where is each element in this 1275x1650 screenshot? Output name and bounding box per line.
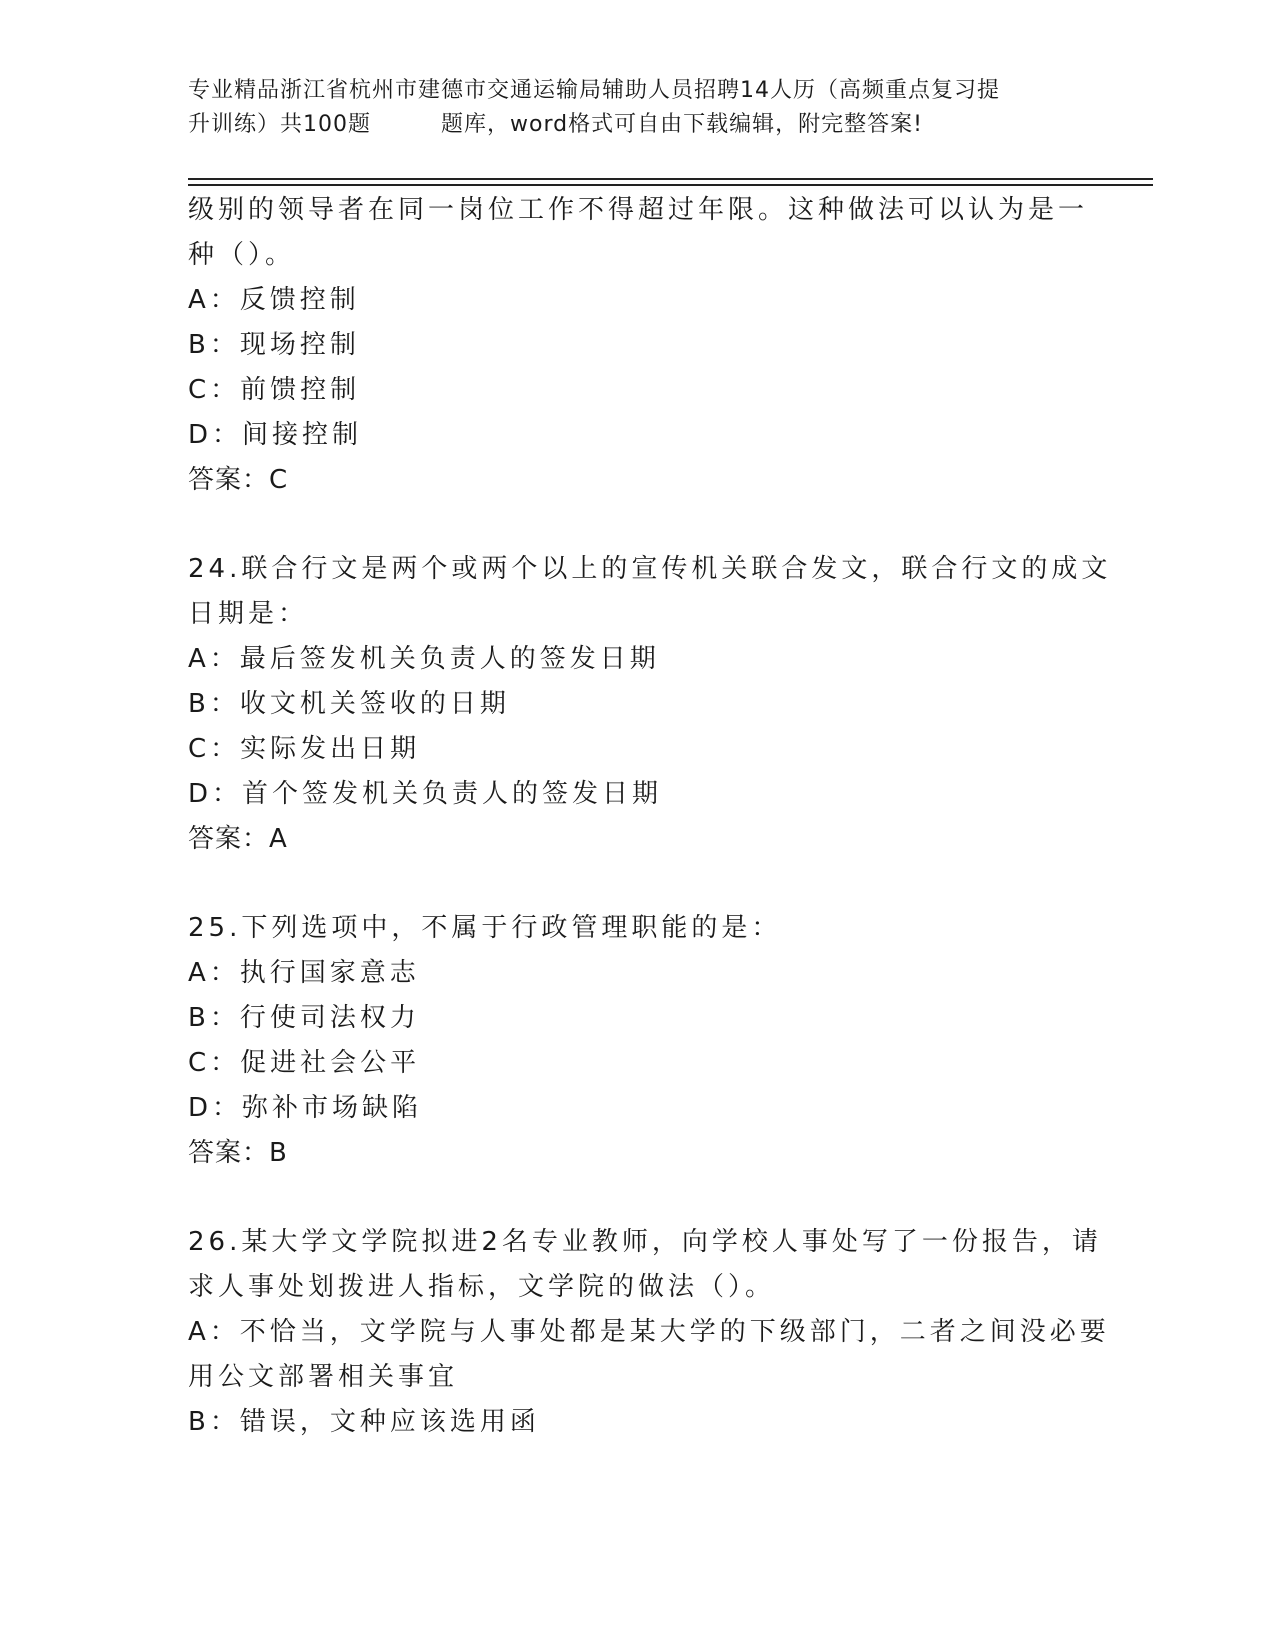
option-b: B：收文机关签收的日期: [188, 689, 510, 719]
question-stem-line: 级别的领导者在同一岗位工作不得超过年限。这种做法可以认为是一: [188, 195, 1089, 225]
question-stem-line: 日期是：: [188, 599, 309, 629]
option-c: C：前馈控制: [188, 375, 361, 405]
header-divider-top: [188, 178, 1153, 180]
question-stem-line: 求人事处划拨进人指标，文学院的做法（）。: [188, 1272, 776, 1302]
option-c: C：促进社会公平: [188, 1048, 421, 1078]
question-stem-line: 24.联合行文是两个或两个以上的宣传机关联合发文，联合行文的成文: [188, 554, 1112, 584]
question-spacer: [188, 1176, 1068, 1220]
header-line-2-right: 题库，word格式可自由下载编辑，附完整答案!: [441, 112, 923, 137]
question-block: [188, 1220, 1110, 1445]
answer-line: 答案：A: [188, 824, 288, 854]
question-spacer: [188, 862, 1068, 906]
option-a: A：反馈控制: [188, 285, 360, 315]
question-block: [188, 906, 1068, 1176]
header-line-1: 专业精品浙江省杭州市建德市交通运输局辅助人员招聘14人历（高频重点复习提: [188, 78, 1000, 103]
header-line-2: [188, 108, 1068, 142]
page-header: [188, 74, 1068, 142]
option-a: A：执行国家意志: [188, 958, 420, 988]
header-divider-bottom: [188, 184, 1153, 186]
option-d: D：间接控制: [188, 420, 363, 450]
option-a-continued: 用公文部署相关事宜: [188, 1362, 459, 1392]
option-d: D：弥补市场缺陷: [188, 1093, 423, 1123]
question-stem-line: 26.某大学文学院拟进2名专业教师，向学校人事处写了一份报告，请: [188, 1227, 1102, 1257]
option-c: C：实际发出日期: [188, 734, 421, 764]
question-block: [188, 188, 1089, 503]
option-b: B：现场控制: [188, 330, 360, 360]
option-a: A：不恰当，文学院与人事处都是某大学的下级部门，二者之间没必要: [188, 1317, 1110, 1347]
question-spacer: [188, 503, 1068, 547]
answer-line: 答案：B: [188, 1138, 288, 1168]
question-stem-line: 25.下列选项中，不属于行政管理职能的是：: [188, 913, 782, 943]
question-list: [188, 188, 1112, 1445]
question-block: [188, 547, 1112, 862]
header-line-2-left: 升训练）共100题: [188, 112, 371, 137]
option-b: B：行使司法权力: [188, 1003, 420, 1033]
option-b: B：错误，文种应该选用函: [188, 1407, 540, 1437]
answer-line: 答案：C: [188, 465, 289, 495]
option-d: D：首个签发机关负责人的签发日期: [188, 779, 663, 809]
option-a: A：最后签发机关负责人的签发日期: [188, 644, 660, 674]
question-stem-line: 种（）。: [188, 240, 296, 270]
